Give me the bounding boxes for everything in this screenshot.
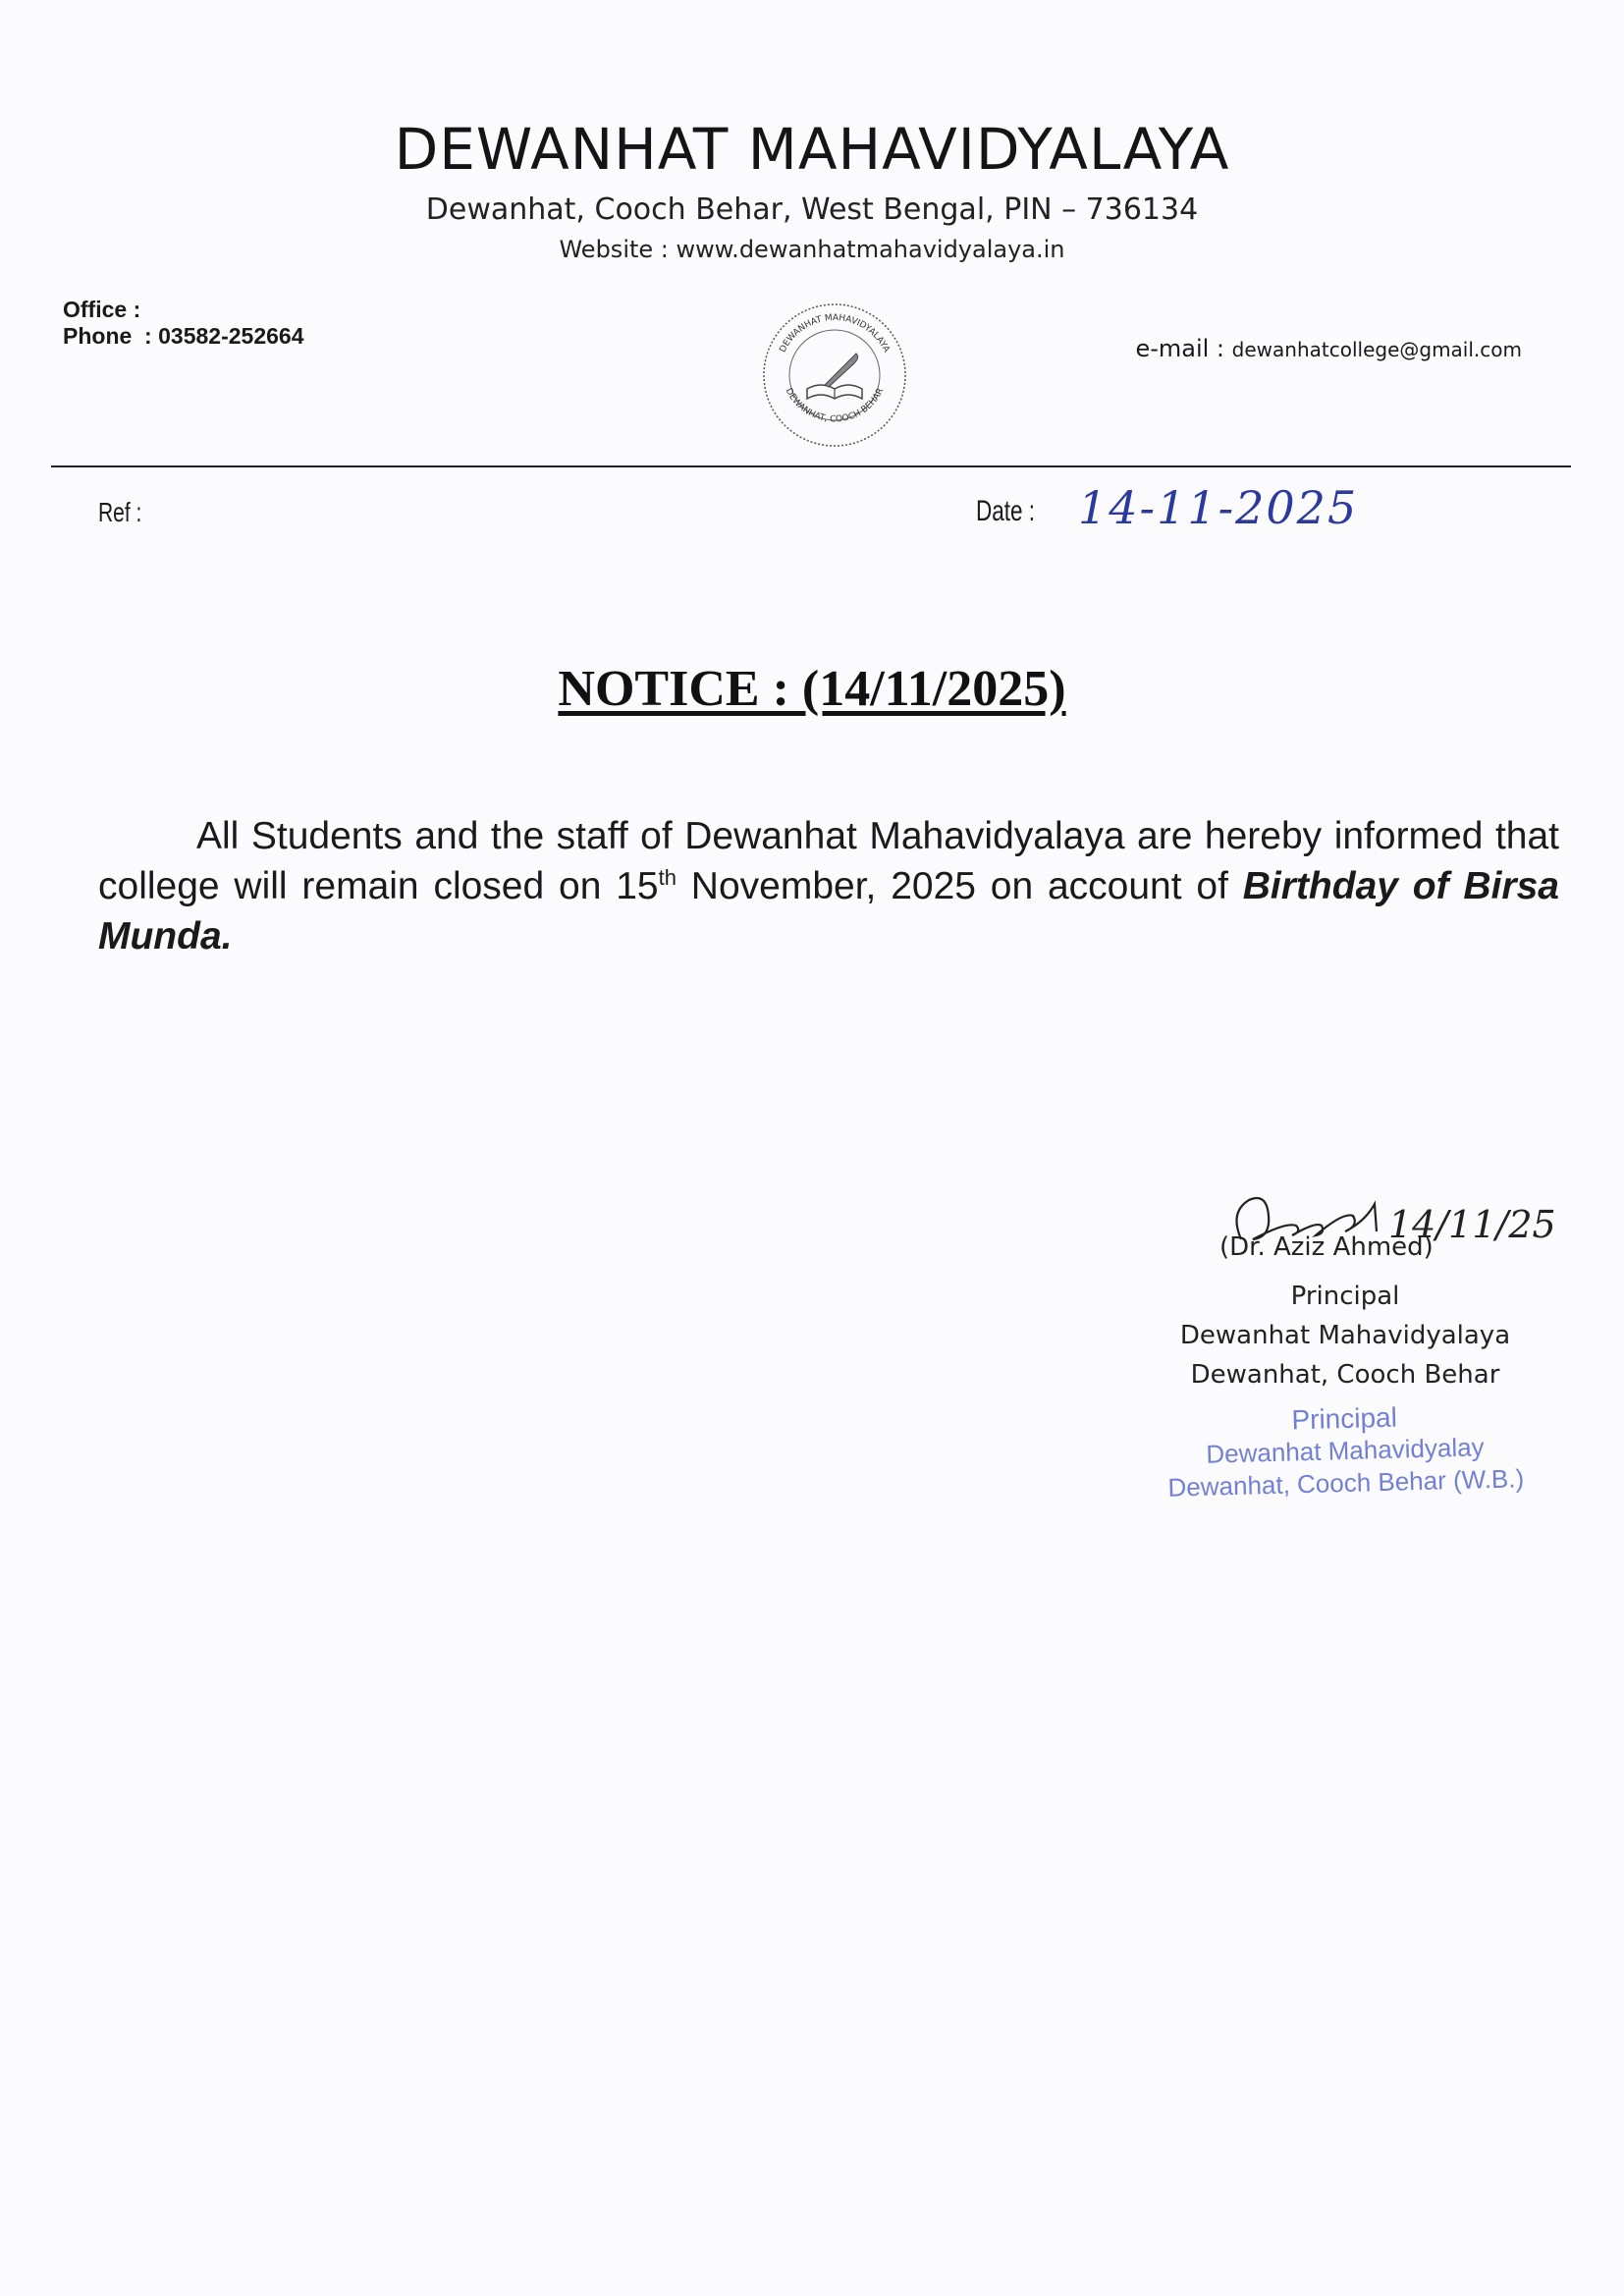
header-divider [51, 465, 1571, 467]
signer-title: Principal [1290, 1282, 1400, 1311]
college-name: DEWANHAT MAHAVIDYALAYA [394, 116, 1230, 183]
quill-icon [825, 354, 858, 387]
open-book-icon [807, 385, 862, 399]
stamp-line-2: Dewanhat Mahavidyalay [1206, 1432, 1485, 1469]
ref-label: Ref : [98, 497, 142, 527]
principal-stamp [1128, 1396, 1562, 1504]
stamp-line-1: Principal [1291, 1401, 1398, 1436]
notice-body-part1: All Students and the staff of Dewanhat Mahavidyalaya are hereby informed that college will remain closed on 15 [98, 815, 1559, 907]
college-website: Website : www.dewanhatmahavidyalaya.in [559, 236, 1065, 263]
notice-title: NOTICE : (14/11/2025) [558, 661, 1066, 717]
signer-institution: Dewanhat Mahavidyalaya [1179, 1321, 1511, 1350]
college-seal-logo [760, 301, 909, 450]
email-line [1135, 335, 1522, 362]
phone-label: Phone [63, 323, 133, 349]
notice-body [98, 811, 1559, 961]
date-label: Date : [976, 495, 1036, 527]
college-address: Dewanhat, Cooch Behar, West Bengal, PIN – 736134 [425, 192, 1199, 227]
handwritten-date: 14-11-2025 [1078, 481, 1359, 534]
email-label: e-mail : [1135, 335, 1225, 362]
notice-body-emphasis: Birthday of Birsa Munda. [98, 865, 1559, 957]
seal-text-top: DEWANHAT MAHAVIDYALAYA [778, 312, 892, 355]
phone-line: Phone : 03582-252664 [63, 323, 304, 349]
signer-block [1159, 1277, 1532, 1394]
notice-body-part2: November, 2025 on account of [676, 865, 1243, 907]
signer-name: (Dr. Aziz Ahmed) [1219, 1232, 1434, 1262]
signer-location: Dewanhat, Cooch Behar [1190, 1360, 1500, 1390]
email-value: dewanhatcollege@gmail.com [1231, 338, 1522, 361]
stamp-line-3: Dewanhat, Cooch Behar (W.B.) [1167, 1463, 1525, 1503]
seal-text-bottom: DEWANHAT, COOCH BEHAR [783, 386, 887, 425]
phone-value: 03582-252664 [158, 323, 304, 349]
notice-body-superscript: th [658, 865, 677, 890]
office-label: Office : [63, 297, 141, 322]
signature-handwritten-date: 14/11/25 [1388, 1203, 1556, 1246]
